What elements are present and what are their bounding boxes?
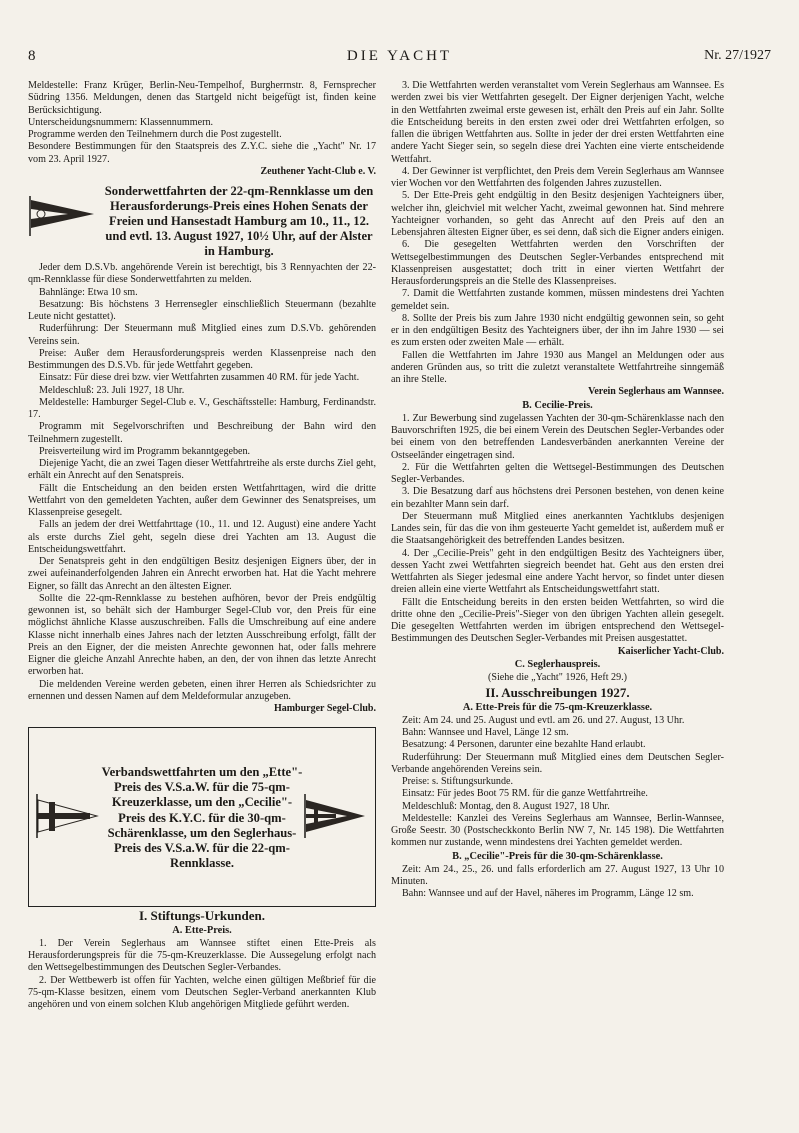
signature-club: Kaiserlicher Yacht-Club. (617, 645, 724, 657)
paragraph: 1. Der Verein Seglerhaus am Wannsee stiftet einen Ette-Preis als Herausforderungspreis für die 75-qm-Kreuzerklasse. Die Aussegelung erfolgt nach den Wettsegelbestimmungen des Deutschen Segler-Verbandes. (28, 937, 376, 974)
paragraph: 2. Für die Wettfahrten gelten die Wettsegel-Bestimmungen des Deutschen Segler-Verbandes. (391, 461, 724, 485)
paragraph: Bahn: Wannsee und auf der Havel, näheres im Programm, Länge 12 sm. (402, 888, 694, 900)
section-heading: II. Ausschreibungen 1927. (485, 685, 630, 701)
reference-note: (Siehe die „Yacht" 1926, Heft 29.) (487, 672, 628, 683)
club-pennant-icon (303, 794, 369, 842)
paragraph: Fallen die Wettfahrten im Jahre 1930 aus Mangel an Meldungen oder aus anderen Gründen aus, so tritt die zuletzt veranstaltete Wettfahrtreihe sinngemäß an ihre Stelle. (391, 349, 724, 385)
paragraph: Preise: s. Stiftungsurkunde. (402, 776, 514, 787)
signature-club: Hamburger Segel-Club. (273, 703, 376, 714)
paragraph: 3. Die Besatzung darf aus höchstens drei Personen bestehen, von denen keine ein bezahlter Mann sein darf. (391, 486, 724, 510)
paragraph: Programme werden den Teilnehmern durch die Post zugestellt. (28, 129, 282, 140)
paragraph: Falls an jedem der drei Wettfahrttage (10., 11. und 12. August) eine andere Yacht als erste durchs Ziel geht, segeln diese drei Yachten am 13. August die Entscheidungswettfahrt. (28, 519, 376, 555)
cross-pennant-icon (35, 794, 101, 842)
subsection-heading: B. „Cecilie"-Preis für die 30-qm-Schärenklasse. (452, 850, 663, 862)
paragraph: Ruderführung: Der Steuermann muß Mitglied eines zum D.S.Vb. gehörenden Vereins sein. (28, 323, 376, 347)
paragraph: Unterscheidungsnummern: Klassennummern. (28, 116, 214, 128)
signature-club: Zeuthener Yacht-Club e. V. (260, 165, 376, 177)
page-number: 8 (28, 48, 36, 64)
paragraph: Der Steuermann muß Mitglied eines anerkannten Yachtklubs desjenigen Landes sein, für das die von ihm gesteuerte Yacht gemeldet ist, außerdem muß er die Staatsangehörigkeit des betreffenden Landes besitzen. (391, 510, 724, 547)
paragraph: Preisverteilung wird im Programm bekanntgegeben. (39, 445, 251, 457)
paragraph: 4. Der Gewinner ist verpflichtet, den Preis dem Verein Seglerhaus am Wannsee vier Wochen vor den Wettfahrten des folgenden Jahres zuzustellen. (391, 165, 724, 189)
paragraph: Einsatz: Für jedes Boot 75 RM. für die ganze Wettfahrtreihe. (402, 788, 648, 800)
paragraph: Besondere Bestimmungen für den Staatspreis des Z.Y.C. siehe die „Yacht" Nr. 17 vom 23. April 1927. (28, 141, 376, 165)
paragraph: Programm mit Segelvorschriften und Beschreibung der Bahn wird den Teilnehmern zugestellt. (28, 421, 376, 445)
paragraph: Sollte die 22-qm-Rennklasse zu bestehen aufhören, bevor der Preis endgültig gewonnen ist, so behält sich der Hamburger Segel-Club vor, den Preis für eine möglichst ähnliche Klasse auszuschreiben. Falls die Umschreibung auf eine andere Klasse nicht innerhalb eines Jahres nach der letzten Ausschreibung erfolgt, fällt der Preis an den Eigner, der die meisten Anrechte gewonnen hat, oder falls mehrere Eigner die gleiche Anzahl Anrechte haben, an den, der von ihnen das letzte Anrecht erworben hat. (28, 592, 376, 678)
paragraph: 6. Die gesegelten Wettfahrten werden den Vorschriften der Wettsegelbestimmungen des Deutschen Segler-Verbandes entsprechend mit Klassenpreisen ausgestattet; doch tritt in einer vierten Wettfahrt der Herausforderungspreis an die Stelle des Klassenpreises. (391, 239, 724, 287)
paragraph: Besatzung: Bis höchstens 3 Herrensegler einschließlich Steuermann (bezahlte Leute nicht gestattet). (28, 298, 376, 322)
paragraph: Meldestelle: Kanzlei des Vereins Seglerhaus am Wannsee, Berlin-Wannsee, Große Seestr. 30 (Postscheckkonto Berlin NW 7, Nr. 145 198). Die Wettfahrten kommen nur zustande, wenn mindestens drei Yachten gemeldet werden. (391, 812, 724, 849)
paragraph: Meldeschluß: Montag, den 8. August 1927, 18 Uhr. (402, 800, 610, 812)
paragraph: Die meldenden Vereine werden gebeten, einen ihrer Herren als Schiedsrichter zu ernennen und dessen Namen auf dem Meldeformular anzugeben. (28, 678, 376, 702)
paragraph: Jeder dem D.S.Vb. angehörende Verein ist berechtigt, bis 3 Rennyachten der 22-qm-Rennklasse für diese Sonderwettfahrten zu melden. (28, 262, 376, 286)
paragraph: 8. Sollte der Preis bis zum Jahre 1930 nicht endgültig gewonnen sein, so geht er in den endgültigen Besitz des Yachteigners über, der ihn im Jahre 1930 — sei es zum ersten oder zweiten Male — erhält. (391, 312, 724, 349)
paragraph: Zeit: Am 24. und 25. August und evtl. am 26. und 27. August, 13 Uhr. (402, 714, 685, 726)
journal-title: DIE YACHT (346, 48, 453, 64)
paragraph: Bahn: Wannsee und Havel, Länge 12 sm. (402, 727, 569, 738)
paragraph: 3. Die Wettfahrten werden veranstaltet vom Verein Seglerhaus am Wannsee. Es werden zwei bis vier Wettfahrten gesegelt. Der Eigner derjenigen Yacht, welche in den Wettfahrten zweimal erste gewesen ist, erhält den Preis auf ein Jahr. Sollte die Entscheidung bereits in den ersten zwei oder drei Wettfahrten erfolgen, so fallen die übrigen Wettfahrten aus. Sollte in jeder der drei ersten Wettfahrten eine andere Yacht Sieger sein, so segeln diese drei Yachten eine vierte entscheidende Wettfahrt. (391, 80, 724, 165)
issue-number: Nr. 27/1927 (704, 48, 771, 63)
right-column (391, 80, 724, 901)
paragraph: Einsatz: Für diese drei bzw. vier Wettfahrten zusammen 40 RM. für jede Yacht. (39, 372, 360, 384)
signature-club: Verein Seglerhaus am Wannsee. (588, 386, 724, 398)
section-heading: I. Stiftungs-Urkunden. (138, 908, 266, 924)
paragraph: 2. Der Wettbewerb ist offen für Yachten, welche einen gültigen Meßbrief für die 75-qm-Klasse besitzen, einem vom Deutschen Segler-Verband anerkannten Klub angehören und von einem solchen Klub angehörigen Mitgliede geführt werden. (28, 974, 376, 1010)
page-header (28, 48, 771, 68)
subsection-heading: A. Ette-Preis für die 75-qm-Kreuzerklasse. (462, 701, 653, 713)
paragraph: 1. Zur Bewerbung sind zugelassen Yachten der 30-qm-Schärenklasse nach den Bauvorschriften 1925, die bei einem Verein des Deutschen Segler-Verbandes oder bei einem von den betreffenden Landesverbänden anerkannten Vereine der Ostseeländer eingetragen sind. (391, 412, 724, 461)
paragraph: Bahnlänge: Etwa 10 sm. (39, 286, 138, 298)
paragraph: 5. Der Ette-Preis geht endgültig in den Besitz desjenigen Yachteigners über, welcher ihn, gleichviel mit welcher Yacht, zweimal gewonnen hat. Sind mehrere Yachteigner vorhanden, so geht das Anrecht auf den Preis auf den an Lebensjahren ältesten Eigner über, es sei denn, daß sich die Eigner anders einigen. (391, 190, 724, 238)
paragraph: 4. Der „Cecilie-Preis" geht in den endgültigen Besitz des Yachteigners über, dessen Yacht zwei Wettfahrten siegreich beendet hat. Geht aus den ersten drei Wettfahrten als Sieger jedesmal eine andere Yacht hervor, so findet unter diesen dreien allein eine vierte Wettfahrt als Entscheidungswettfahrt statt. (391, 547, 724, 596)
announcement-title: Verbandswettfahrten um den „Ette"-Preis des V.S.a.W. für die 75-qm-Kreuzerklasse, um den „Cecilie"-Preis des K.Y.C. für die 30-qm-Schärenklasse, um den Seglerhaus-Preis des V.S.a.W. für die 22-qm-Rennklasse. (101, 765, 303, 871)
pennant-flag-icon (28, 184, 102, 240)
announcement-senatspreis (28, 184, 376, 259)
announcement-title: Sonderwettfahrten der 22-qm-Rennklasse um den Herausforderungs-Preis eines Hohen Senats der Freien und Hansestadt Hamburg am 10., 11., 12. und evtl. 13. August 1927, 10½ Uhr, auf der Alster in Hamburg. (104, 184, 374, 258)
paragraph: Diejenige Yacht, die an zwei Tagen dieser Wettfahrtreihe als erste durchs Ziel geht, erhält ein Anrecht auf den Senatspreis. (28, 458, 376, 482)
paragraph: Preise: Außer dem Herausforderungspreis werden Klassenpreise nach den Bestimmungen des D.S.Vb. für jede Wettfahrt gegeben. (28, 347, 376, 371)
paragraph: 7. Damit die Wettfahrten zustande kommen, müssen mindestens drei Yachten gemeldet sein. (391, 288, 724, 312)
left-column (28, 80, 376, 1011)
paragraph: Fällt die Entscheidung bereits in den ersten beiden Wettfahrten, so wird die dritte ohne den „Cecilie-Preis"-Sieger von den übrigen Yachten allein gesegelt. Die gesegelten Wettfahrten werden im übrigen entsprechend den Wettsegel-Bestimmungen des Deutschen Segler-Verbandes mit Preisen ausgestattet. (391, 596, 724, 645)
subsection-heading: A. Ette-Preis. (172, 924, 232, 936)
paragraph: Fällt die Entscheidung an den beiden ersten Wettfahrttagen, wird die dritte Wettfahrt von den gemeldeten Yachten, außer dem Gewinner des Senatspreises, um Klassenpreise gesegelt. (28, 482, 376, 518)
paragraph: Meldeschluß: 23. Juli 1927, 18 Uhr. (39, 384, 185, 396)
announcement-verbandswettfahrten (28, 727, 376, 907)
paragraph: Der Senatspreis geht in den endgültigen Besitz desjenigen Eigners über, der in zwei aufeinanderfolgenden Jahren ein Anrecht erworben hat. Hat die Yacht mehrere Eigner, so fällt das Anrecht an den ältesten Eigner. (28, 556, 376, 592)
paragraph: Meldestelle: Hamburger Segel-Club e. V., Geschäftsstelle: Hamburg, Ferdinandstr. 17. (28, 396, 376, 420)
paragraph: Besatzung: 4 Personen, darunter eine bezahlte Hand erlaubt. (402, 739, 646, 751)
subsection-heading: B. Cecilie-Preis. (522, 399, 593, 411)
paragraph: Ruderführung: Der Steuermann muß Mitglied eines dem Deutschen Segler-Verbande angehörenden Vereins sein. (391, 751, 724, 775)
subsection-heading: C. Seglerhauspreis. (514, 658, 601, 670)
paragraph: Meldestelle: Franz Krüger, Berlin-Neu-Tempelhof, Burgherrnstr. 8, Fernsprecher Südring 1356. Meldungen, denen das Startgeld nicht beigefügt ist, finden keine Berücksichtigung. (28, 80, 376, 116)
paragraph: Zeit: Am 24., 25., 26. und falls erforderlich am 27. August 1927, 13 Uhr 10 Minuten. (391, 863, 724, 887)
